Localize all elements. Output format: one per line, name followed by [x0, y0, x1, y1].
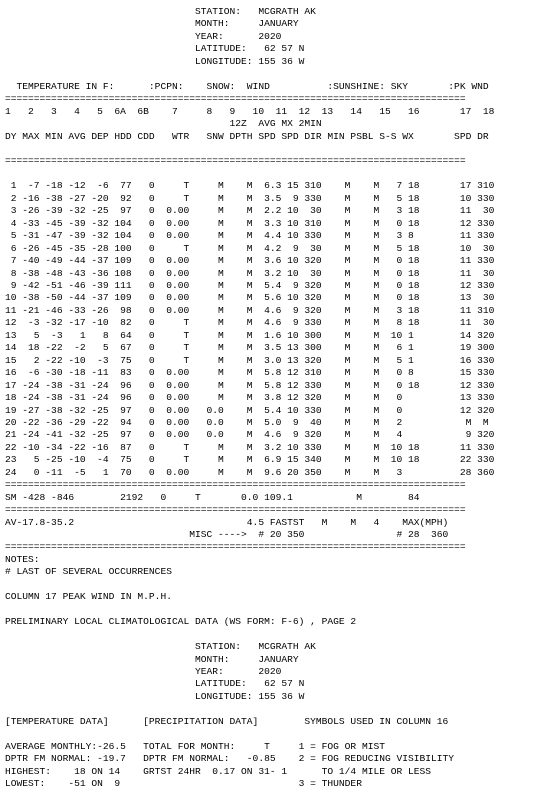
report-line: STATION: MCGRATH AK: [5, 6, 316, 17]
report-line: 20 -22 -36 -29 -22 94 0 0.00 0.0 M 5.0 9 40 M M 2 M M: [5, 416, 489, 428]
report-line: [5, 168, 552, 180]
report-line: 7 -40 -49 -44 -37 109 0 0.00 M M 3.6 10 320 M M 0 18 11 330: [5, 255, 495, 267]
report-line: 10 -38 -50 -44 -37 109 0 0.00 M M 5.6 10 320 M M 0 18 13 30: [5, 292, 495, 304]
report-line: MONTH: JANUARY: [5, 653, 299, 665]
report-line: [5, 68, 552, 80]
report-line: [5, 629, 552, 641]
report-line: 11 -21 -46 -33 -26 98 0 0.00 M M 4.6 9 320 M M 3 18 11 310: [5, 304, 495, 316]
report-line: LATITUDE: 62 57 N: [5, 678, 305, 690]
report-line: LONGITUDE: 155 36 W: [5, 690, 305, 702]
report-line: 15 2 -22 -10 -3 75 0 T M M 3.0 13 320 M M 5 1 16 330: [5, 354, 495, 366]
report-line: 8 -38 -48 -43 -36 108 0 0.00 M M 3.2 10 30 M M 0 18 11 30: [5, 267, 495, 279]
report-line: AVERAGE MONTHLY:-26.5 TOTAL FOR MONTH: T 1 = FOG OR MIST: [5, 740, 385, 752]
report-line: [5, 703, 552, 715]
report-line: # LAST OF SEVERAL OCCURRENCES: [5, 566, 172, 578]
report-line: PRELIMINARY LOCAL CLIMATOLOGICAL DATA (WS FORM: F-6) , PAGE 2: [5, 616, 357, 628]
report-line: 2 -16 -38 -27 -20 92 0 T M M 3.5 9 330 M M 5 18 10 330: [5, 192, 495, 204]
report-line: [TEMPERATURE DATA] [PRECIPITATION DATA] SYMBOLS USED IN COLUMN 16: [5, 715, 449, 727]
report-line: [5, 604, 552, 616]
report-line: [5, 728, 552, 740]
report-line: MISC ----> # 20 350 # 28 360: [5, 529, 449, 541]
report-line: 9 -42 -51 -46 -39 111 0 0.00 M M 5.4 9 320 M M 0 18 12 330: [5, 279, 495, 291]
report-line: ================================================================================: [5, 541, 466, 553]
report-line: ================================================================================: [5, 93, 466, 105]
report-line: 12 -3 -32 -17 -10 82 0 T M M 4.6 9 330 M M 8 18 11 30: [5, 317, 495, 329]
report-line: 16 -6 -30 -18 -11 83 0 0.00 M M 5.8 12 310 M M 0 8 15 330: [5, 367, 495, 379]
report-line: LONGITUDE: 155 36 W: [5, 55, 305, 67]
report-line: NOTES:: [5, 553, 40, 565]
report-line: STATION: MCGRATH AK: [5, 641, 316, 653]
report-line: COLUMN 17 PEAK WIND IN M.P.H.: [5, 591, 172, 603]
report-line: [5, 579, 552, 591]
report-line: ================================================================================: [5, 479, 466, 491]
report-line: DY MAX MIN AVG DEP HDD CDD WTR SNW DPTH SPD SPD DIR MIN PSBL S-S WX SPD DR: [5, 130, 489, 142]
report-line: DPTR FM NORMAL: -19.7 DPTR FM NORMAL: -0.85 2 = FOG REDUCING VISIBILITY: [5, 753, 455, 765]
report-line: LATITUDE: 62 57 N: [5, 43, 305, 55]
report-line: HIGHEST: 18 ON 14 GRTST 24HR 0.17 ON 31- 1 TO 1/4 MILE OR LESS: [5, 765, 432, 777]
report-line: 3 -26 -39 -32 -25 97 0 0.00 M M 2.2 10 30 M M 3 18 11 30: [5, 205, 495, 217]
report-line: 12Z AVG MX 2MIN: [5, 118, 322, 130]
report-line: 24 0 -11 -5 1 70 0 0.00 M M 9.6 20 350 M M 3 28 360: [5, 466, 495, 478]
report-line: 17 -24 -38 -31 -24 96 0 0.00 M M 5.8 12 330 M M 0 18 12 330: [5, 379, 495, 391]
report-line: MONTH: JANUARY: [5, 18, 299, 30]
report-line: 6 -26 -45 -35 -28 100 0 T M M 4.2 9 30 M M 5 18 10 30: [5, 242, 495, 254]
report-line: 1 2 3 4 5 6A 6B 7 8 9 10 11 12 13 14 15 16 17 18: [5, 105, 495, 117]
report-line: 5 -31 -47 -39 -32 104 0 0.00 M M 4.4 10 330 M M 3 8 11 330: [5, 230, 495, 242]
report-line: AV-17.8-35.2 4.5 FASTST M M 4 MAX(MPH): [5, 516, 449, 528]
report-line: TEMPERATURE IN F: :PCPN: SNOW: WIND :SUNSHINE: SKY :PK WND: [5, 80, 489, 92]
report-line: [5, 143, 552, 155]
report-line: 4 -33 -45 -39 -32 104 0 0.00 M M 3.3 10 310 M M 0 18 12 330: [5, 217, 495, 229]
report-line: 1 -7 -18 -12 -6 77 0 T M M 6.3 15 310 M M 7 18 17 310: [5, 180, 495, 192]
report-line: 23 5 -25 -10 -4 75 0 T M M 6.9 15 340 M M 10 18 22 330: [5, 454, 495, 466]
report-line: YEAR: 2020: [5, 666, 282, 678]
report-line: 22 -10 -34 -22 -16 87 0 T M M 3.2 10 330 M M 10 18 11 330: [5, 441, 495, 453]
report-line: SM -428 -846 2192 0 T 0.0 109.1 M 84: [5, 491, 420, 503]
report-line: YEAR: 2020: [5, 30, 282, 42]
report-line: 14 18 -22 -2 5 67 0 T M M 3.5 13 300 M M 6 1 19 300: [5, 342, 495, 354]
report-line: 21 -24 -41 -32 -25 97 0 0.00 0.0 M 4.6 9 320 M M 4 9 320: [5, 429, 495, 441]
report-line: ================================================================================: [5, 504, 466, 516]
report-line: ================================================================================: [5, 155, 466, 167]
report-line: 13 5 -3 1 8 64 0 T M M 1.6 10 300 M M 10 1 14 320: [5, 329, 495, 341]
report-line: 19 -27 -38 -32 -25 97 0 0.00 0.0 M 5.4 10 330 M M 0 12 320: [5, 404, 495, 416]
report-line: LOWEST: -51 ON 9 3 = THUNDER: [5, 778, 362, 790]
report-line: 18 -24 -38 -31 -24 96 0 0.00 M M 3.8 12 320 M M 0 13 330: [5, 392, 495, 404]
